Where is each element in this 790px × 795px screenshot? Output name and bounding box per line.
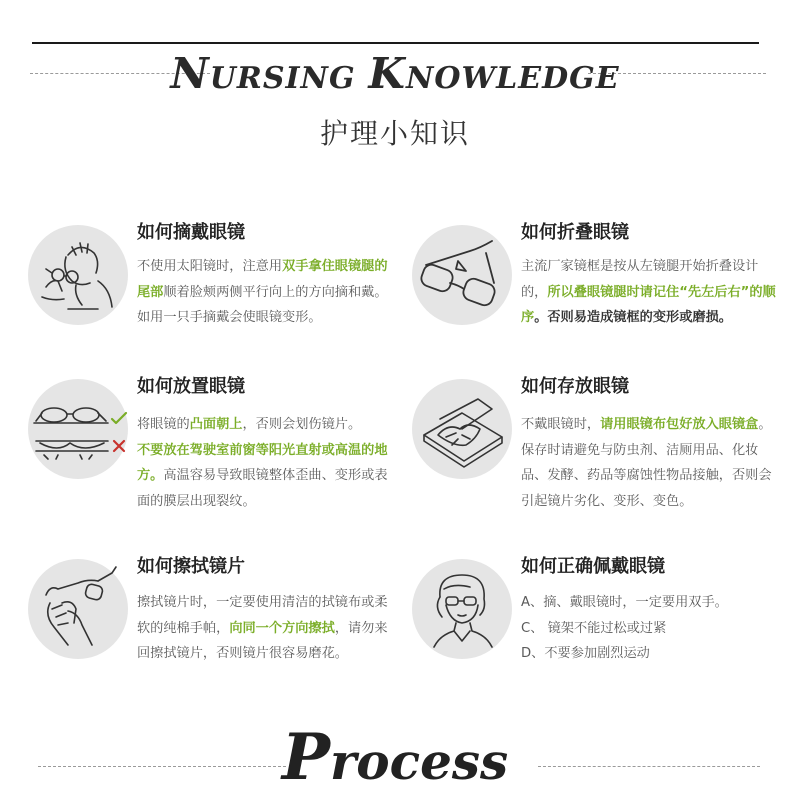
- tip-line: C、 镜架不能过松或过紧: [521, 620, 667, 636]
- tip-text-segment: 。保存时请避免与防虫剂、洁厕用品、化妆品、发酵、药品等腐蚀性物品接触，否则会引起镜片劣化、变形、变色。: [521, 417, 772, 509]
- tip-description: [521, 590, 777, 667]
- tip-highlight: 凸面朝上: [189, 417, 243, 432]
- tip-description: [137, 590, 393, 667]
- tip-title: 如何存放眼镜: [521, 376, 629, 397]
- tip-highlight: 请用眼镜布包好放入眼镜盒: [600, 417, 759, 432]
- tip-warning-text: 不要放在驾驶室前窗等阳光直射或高温的地方。: [137, 442, 388, 483]
- glasses-case-icon: [412, 379, 512, 479]
- tip-text-segment: 擦拭镜片时，一定要使用清洁的拭镜布或柔软的纯棉手帕，: [137, 595, 388, 636]
- glasses-placement-icon: [28, 379, 128, 479]
- tip-text-segment: 不使用太阳镜时，注意用: [137, 259, 283, 274]
- person-removing-glasses-icon: [28, 225, 128, 325]
- tip-text-segment: 高温容易导致眼镜整体歪曲、变形或表面的膜层出现裂纹。: [137, 468, 388, 509]
- tip-description: [137, 254, 393, 331]
- tip-bold-text: 。否则易造成镜框的变形或磨损。: [534, 310, 732, 325]
- woman-wearing-glasses-icon: [412, 559, 512, 659]
- tip-highlight: 双手拿住眼镜腿的尾部: [137, 259, 388, 300]
- tip-text-segment: 将眼镜的: [137, 417, 190, 432]
- section-title-chinese: 护理小知识: [319, 117, 470, 150]
- tip-highlight: 所以叠眼镜腿时请记住“先左后右”的顺序: [521, 284, 776, 325]
- tip-text-segment: ，否则会划伤镜片。: [242, 417, 362, 432]
- tip-title: 如何折叠眼镜: [521, 222, 629, 243]
- process-section-title: Process: [281, 720, 509, 795]
- tip-text-segment: 主流厂家镜框是按从左镜腿开始折叠设计的，: [521, 259, 759, 300]
- tip-title: 如何擦拭镜片: [137, 556, 245, 577]
- tip-line: D、不要参加剧烈运动: [521, 646, 650, 661]
- tip-title: 如何放置眼镜: [137, 376, 245, 397]
- tip-clean-lens: [28, 556, 408, 689]
- tip-text-segment: ，请勿来回擦拭镜片，否则镜片很容易磨花。: [137, 620, 388, 661]
- tip-remove-glasses: [28, 222, 408, 355]
- tip-description: [137, 412, 393, 514]
- tip-place-glasses: [28, 376, 408, 509]
- tip-warning: [137, 438, 393, 515]
- top-divider-line: [32, 42, 759, 44]
- tip-store-glasses: [412, 376, 790, 509]
- tip-text-segment: 顺着脸颊两侧平行向上的方向摘和戴。如用一只手摘戴会使眼镜变形。: [137, 284, 388, 325]
- tip-line: A、摘、戴眼镜时，一定要用双手。: [521, 595, 728, 610]
- tip-text-segment: 不戴眼镜时，: [521, 417, 601, 432]
- tip-description: [521, 412, 777, 514]
- folded-glasses-icon: [412, 225, 512, 325]
- tip-wear-glasses: [412, 556, 790, 689]
- tip-description: [521, 254, 777, 331]
- tip-highlight: 向同一个方向擦拭: [229, 620, 335, 636]
- tip-fold-glasses: [412, 222, 790, 355]
- tip-title: 如何正确佩戴眼镜: [521, 556, 665, 577]
- cleaning-lens-icon: [28, 559, 128, 659]
- section-title-english: NURSING KNOWLEDGE: [170, 49, 620, 98]
- tip-title: 如何摘戴眼镜: [137, 222, 245, 243]
